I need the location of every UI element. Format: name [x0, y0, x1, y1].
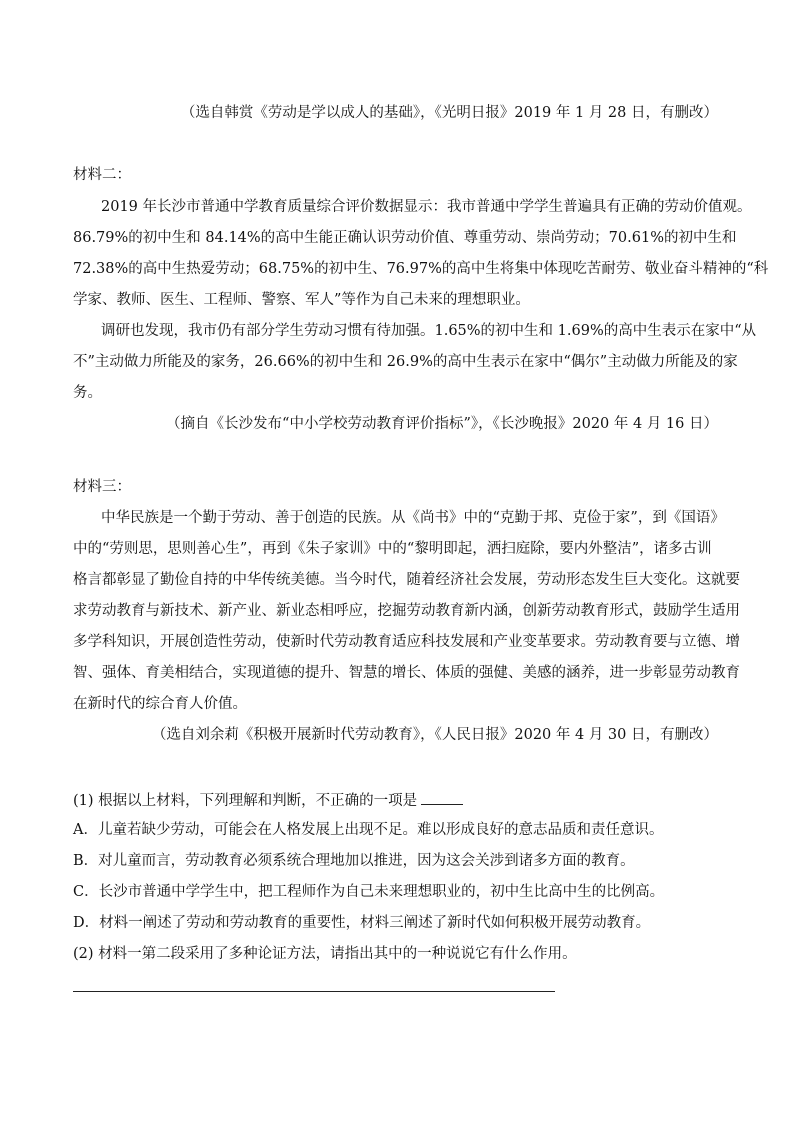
material-2-line: 学家、教师、医生、工程师、警察、军人”等作为自己未来的理想职业。 [73, 292, 530, 308]
material-2-heading: 材料二： [73, 167, 131, 183]
material-3-line: 格言都彰显了勤俭自持的中华传统美德。当今时代，随着经济社会发展，劳动形态发生巨大变化。这就要 [73, 572, 740, 588]
source-citation-1: （选自韩赏《劳动是学以成人的基础》，《光明日报》2019 年 1 月 28 日，有删改） [180, 105, 718, 121]
answer-blank[interactable] [421, 790, 463, 805]
material-3-line: 中华民族是一个勤于劳动、善于创造的民族。从《尚书》中的“克勤于邦、克俭于家”，到《国语》 [101, 510, 725, 526]
question-1-text: (1) 根据以上材料，下列理解和判断，不正确的一项是 [73, 793, 418, 809]
material-2-line: 72.38%的高中生热爱劳动；68.75%的初中生、76.97%的高中生将集中体现吃苦耐劳、敬业奋斗精神的“科 [73, 261, 769, 277]
source-citation-3: （选自刘余莉《积极开展新时代劳动教育》，《人民日报》2020 年 4 月 30 日，有删改） [151, 727, 718, 743]
material-2-line: 86.79%的初中生和 84.14%的高中生能正确认识劳动价值、尊重劳动、崇尚劳动；70.61%的初中生和 [73, 230, 737, 246]
material-3-line: 中的“劳则思，思则善心生”，再到《朱子家训》中的“黎明即起，洒扫庭除，要内外整洁”，诸多古训 [73, 541, 712, 557]
answer-line[interactable] [73, 991, 555, 992]
material-3-line: 在新时代的综合育人价值。 [73, 696, 247, 712]
question-1 [73, 790, 463, 810]
option-b: B．对儿童而言，劳动教育必须系统合理地加以推进，因为这会关涉到诸多方面的教育。 [73, 853, 635, 869]
question-2: (2) 材料一第二段采用了多种论证方法，请指出其中的一种说说它有什么作用。 [73, 946, 577, 962]
material-2-line: 务。 [73, 385, 102, 401]
option-a: A．儿童若缺少劳动，可能会在人格发展上出现不足。难以形成良好的意志品质和责任意识。 [73, 822, 664, 838]
material-3-line: 多学科知识，开展创造性劳动，使新时代劳动教育适应科技发展和产业变革要求。劳动教育要与立德、增 [73, 634, 740, 650]
option-d: D．材料一阐述了劳动和劳动教育的重要性，材料三阐述了新时代如何积极开展劳动教育。 [73, 915, 651, 931]
material-2-line: 不”主动做力所能及的家务，26.66%的初中生和 26.9%的高中生表示在家中“偶尔”主动做力所能及的家 [73, 354, 738, 370]
material-3-heading: 材料三： [73, 479, 131, 495]
option-c: C．长沙市普通中学学生中，把工程师作为自己未来理想职业的，初中生比高中生的比例高。 [73, 884, 665, 900]
material-2-line: 2019 年长沙市普通中学教育质量综合评价数据显示：我市普通中学学生普遍具有正确的劳动价值观。 [101, 199, 752, 215]
material-3-line: 求劳动教育与新技术、新产业、新业态相呼应，挖掘劳动教育新内涵，创新劳动教育形式，鼓励学生适用 [73, 603, 740, 619]
material-2-line: 调研也发现，我市仍有部分学生劳动习惯有待加强。1.65%的初中生和 1.69%的高中生表示在家中“从 [101, 323, 757, 339]
source-citation-2: （摘自《长沙发布“中小学校劳动教育评价指标”》，《长沙晚报》2020 年 4 月 16 日） [166, 416, 718, 432]
material-3-line: 智、强体、育美相结合，实现道德的提升、智慧的增长、体质的强健、美感的涵养，进一步彰显劳动教育 [73, 665, 740, 681]
